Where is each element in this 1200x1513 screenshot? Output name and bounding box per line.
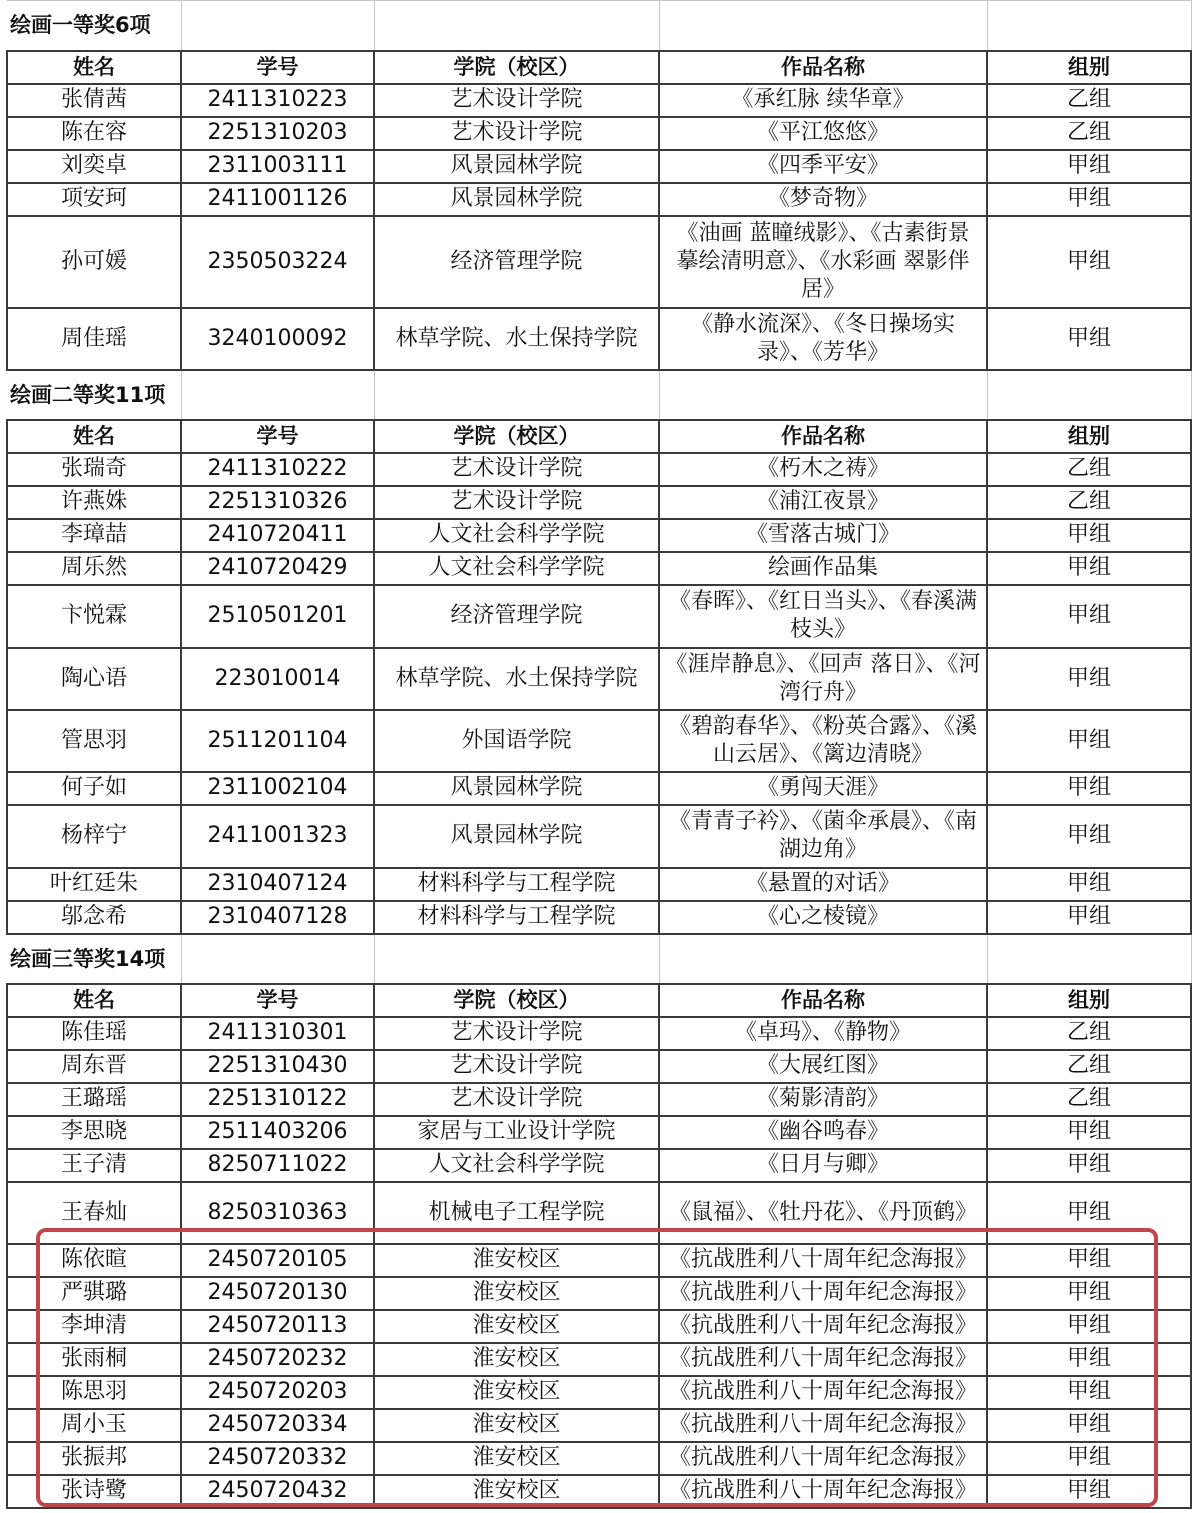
college-cell: 人文社会科学学院 xyxy=(374,519,659,552)
work-cell: 《静水流深》、《冬日操场实录》、《芳华》 xyxy=(659,308,987,370)
college-cell: 淮安校区 xyxy=(374,1376,659,1409)
group-cell: 甲组 xyxy=(987,1149,1191,1182)
college-cell: 艺术设计学院 xyxy=(374,84,659,117)
group-cell: 甲组 xyxy=(987,552,1191,585)
table-row xyxy=(7,1116,1191,1149)
name-cell: 张雨桐 xyxy=(7,1343,181,1376)
group-cell: 乙组 xyxy=(987,117,1191,150)
group-cell: 乙组 xyxy=(987,1083,1191,1116)
table-row xyxy=(7,552,1191,585)
group-cell: 甲组 xyxy=(987,1475,1191,1508)
empty-cell xyxy=(659,934,987,984)
work-cell: 《心之棱镜》 xyxy=(659,901,987,934)
id-cell: 8250310363 xyxy=(181,1182,374,1244)
group-cell: 甲组 xyxy=(987,1343,1191,1376)
college-cell: 艺术设计学院 xyxy=(374,1083,659,1116)
empty-cell xyxy=(181,370,374,420)
work-cell: 《梦奇物》 xyxy=(659,183,987,216)
work-cell: 《四季平安》 xyxy=(659,150,987,183)
empty-cell xyxy=(659,1,987,51)
table-row xyxy=(7,1277,1191,1310)
work-cell: 《大展红图》 xyxy=(659,1050,987,1083)
column-header: 作品名称 xyxy=(659,51,987,84)
table-row xyxy=(7,1442,1191,1475)
id-cell: 2311003111 xyxy=(181,150,374,183)
column-header: 组别 xyxy=(987,51,1191,84)
work-cell: 《涯岸静息》、《回声 落日》、《河湾行舟》 xyxy=(659,648,987,710)
work-cell: 《抗战胜利八十周年纪念海报》 xyxy=(659,1277,987,1310)
college-cell: 艺术设计学院 xyxy=(374,1017,659,1050)
name-cell: 何子如 xyxy=(7,772,181,805)
group-cell: 甲组 xyxy=(987,868,1191,901)
table-row xyxy=(7,1310,1191,1343)
id-cell: 2411001126 xyxy=(181,183,374,216)
group-cell: 甲组 xyxy=(987,216,1191,308)
name-cell: 严骐璐 xyxy=(7,1277,181,1310)
table-row xyxy=(7,150,1191,183)
awards-table xyxy=(6,0,1192,1509)
id-cell: 2310407128 xyxy=(181,901,374,934)
college-cell: 林草学院、水土保持学院 xyxy=(374,308,659,370)
name-cell: 张瑞奇 xyxy=(7,453,181,486)
empty-cell xyxy=(987,934,1191,984)
column-header: 学号 xyxy=(181,51,374,84)
table-row xyxy=(7,1409,1191,1442)
college-cell: 机械电子工程学院 xyxy=(374,1182,659,1244)
section-title: 绘画三等奖14项 xyxy=(7,934,181,984)
work-cell: 《浦江夜景》 xyxy=(659,486,987,519)
id-cell: 2450720203 xyxy=(181,1376,374,1409)
group-cell: 甲组 xyxy=(987,1244,1191,1277)
id-cell: 2251310326 xyxy=(181,486,374,519)
group-cell: 甲组 xyxy=(987,648,1191,710)
column-header-row xyxy=(7,51,1191,84)
table-row xyxy=(7,84,1191,117)
group-cell: 甲组 xyxy=(987,519,1191,552)
column-header: 学号 xyxy=(181,984,374,1017)
column-header-row xyxy=(7,984,1191,1017)
id-cell: 2450720334 xyxy=(181,1409,374,1442)
column-header: 学院（校区） xyxy=(374,51,659,84)
id-cell: 2251310203 xyxy=(181,117,374,150)
id-cell: 2450720105 xyxy=(181,1244,374,1277)
table-row xyxy=(7,216,1191,308)
college-cell: 风景园林学院 xyxy=(374,805,659,868)
id-cell: 2251310430 xyxy=(181,1050,374,1083)
group-cell: 甲组 xyxy=(987,1182,1191,1244)
table-row xyxy=(7,117,1191,150)
work-cell: 《抗战胜利八十周年纪念海报》 xyxy=(659,1343,987,1376)
column-header: 姓名 xyxy=(7,420,181,453)
column-header: 姓名 xyxy=(7,51,181,84)
name-cell: 周小玉 xyxy=(7,1409,181,1442)
college-cell: 艺术设计学院 xyxy=(374,453,659,486)
work-cell: 《碧韵春华》、《粉英合露》、《溪山云居》、《篱边清晓》 xyxy=(659,710,987,772)
id-cell: 3240100092 xyxy=(181,308,374,370)
work-cell: 《日月与卿》 xyxy=(659,1149,987,1182)
name-cell: 王春灿 xyxy=(7,1182,181,1244)
table-row xyxy=(7,648,1191,710)
name-cell: 张诗鹭 xyxy=(7,1475,181,1508)
work-cell: 《春晖》、《红日当头》、《春溪满枝头》 xyxy=(659,585,987,648)
group-cell: 乙组 xyxy=(987,1017,1191,1050)
college-cell: 风景园林学院 xyxy=(374,183,659,216)
college-cell: 风景园林学院 xyxy=(374,772,659,805)
table-row xyxy=(7,453,1191,486)
name-cell: 许燕姝 xyxy=(7,486,181,519)
empty-cell xyxy=(181,934,374,984)
section-title-row xyxy=(7,370,1191,420)
table-row xyxy=(7,868,1191,901)
column-header: 学号 xyxy=(181,420,374,453)
id-cell: 2511403206 xyxy=(181,1116,374,1149)
table-row xyxy=(7,1376,1191,1409)
college-cell: 外国语学院 xyxy=(374,710,659,772)
id-cell: 2411310222 xyxy=(181,453,374,486)
id-cell: 2251310122 xyxy=(181,1083,374,1116)
id-cell: 2310407124 xyxy=(181,868,374,901)
name-cell: 李璋喆 xyxy=(7,519,181,552)
name-cell: 王子清 xyxy=(7,1149,181,1182)
name-cell: 刘奕卓 xyxy=(7,150,181,183)
id-cell: 223010014 xyxy=(181,648,374,710)
work-cell: 绘画作品集 xyxy=(659,552,987,585)
id-cell: 2511201104 xyxy=(181,710,374,772)
name-cell: 孙可媛 xyxy=(7,216,181,308)
column-header: 组别 xyxy=(987,420,1191,453)
name-cell: 周东晋 xyxy=(7,1050,181,1083)
table-row xyxy=(7,901,1191,934)
college-cell: 风景园林学院 xyxy=(374,150,659,183)
name-cell: 项安珂 xyxy=(7,183,181,216)
group-cell: 甲组 xyxy=(987,710,1191,772)
group-cell: 甲组 xyxy=(987,1376,1191,1409)
group-cell: 甲组 xyxy=(987,308,1191,370)
id-cell: 2450720113 xyxy=(181,1310,374,1343)
table-row xyxy=(7,585,1191,648)
group-cell: 乙组 xyxy=(987,1050,1191,1083)
group-cell: 甲组 xyxy=(987,805,1191,868)
column-header: 作品名称 xyxy=(659,984,987,1017)
id-cell: 2411001323 xyxy=(181,805,374,868)
work-cell: 《油画 蓝瞳绒影》、《古素街景 摹绘清明意》、《水彩画 翠影伴居》 xyxy=(659,216,987,308)
group-cell: 甲组 xyxy=(987,901,1191,934)
empty-cell xyxy=(659,370,987,420)
name-cell: 陶心语 xyxy=(7,648,181,710)
college-cell: 经济管理学院 xyxy=(374,216,659,308)
college-cell: 材料科学与工程学院 xyxy=(374,868,659,901)
name-cell: 陈思羽 xyxy=(7,1376,181,1409)
college-cell: 林草学院、水土保持学院 xyxy=(374,648,659,710)
column-header: 组别 xyxy=(987,984,1191,1017)
name-cell: 陈佳瑶 xyxy=(7,1017,181,1050)
id-cell: 2510501201 xyxy=(181,585,374,648)
name-cell: 周佳瑶 xyxy=(7,308,181,370)
college-cell: 人文社会科学学院 xyxy=(374,1149,659,1182)
group-cell: 甲组 xyxy=(987,585,1191,648)
name-cell: 王璐瑶 xyxy=(7,1083,181,1116)
id-cell: 2450720432 xyxy=(181,1475,374,1508)
section-title-row xyxy=(7,1,1191,51)
name-cell: 陈在容 xyxy=(7,117,181,150)
id-cell: 2311002104 xyxy=(181,772,374,805)
name-cell: 陈依暄 xyxy=(7,1244,181,1277)
work-cell: 《承红脉 续华章》 xyxy=(659,84,987,117)
work-cell: 《抗战胜利八十周年纪念海报》 xyxy=(659,1442,987,1475)
group-cell: 乙组 xyxy=(987,486,1191,519)
college-cell: 材料科学与工程学院 xyxy=(374,901,659,934)
table-row xyxy=(7,183,1191,216)
section-title: 绘画一等奖6项 xyxy=(7,1,181,51)
college-cell: 人文社会科学学院 xyxy=(374,552,659,585)
work-cell: 《抗战胜利八十周年纪念海报》 xyxy=(659,1244,987,1277)
college-cell: 淮安校区 xyxy=(374,1310,659,1343)
table-row xyxy=(7,1017,1191,1050)
name-cell: 邬念希 xyxy=(7,901,181,934)
section-title-row xyxy=(7,934,1191,984)
college-cell: 淮安校区 xyxy=(374,1343,659,1376)
id-cell: 2410720429 xyxy=(181,552,374,585)
group-cell: 甲组 xyxy=(987,1277,1191,1310)
table-row xyxy=(7,1050,1191,1083)
college-cell: 艺术设计学院 xyxy=(374,1050,659,1083)
empty-cell xyxy=(374,370,659,420)
work-cell: 《悬置的对话》 xyxy=(659,868,987,901)
empty-cell xyxy=(374,934,659,984)
table-row xyxy=(7,308,1191,370)
group-cell: 甲组 xyxy=(987,1310,1191,1343)
work-cell: 《勇闯天涯》 xyxy=(659,772,987,805)
work-cell: 《幽谷鸣春》 xyxy=(659,1116,987,1149)
table-row xyxy=(7,519,1191,552)
work-cell: 《青青子衿》、《菌伞承晨》、《南湖边角》 xyxy=(659,805,987,868)
work-cell: 《抗战胜利八十周年纪念海报》 xyxy=(659,1310,987,1343)
table-row xyxy=(7,772,1191,805)
college-cell: 淮安校区 xyxy=(374,1277,659,1310)
college-cell: 淮安校区 xyxy=(374,1442,659,1475)
work-cell: 《鼠福》、《牡丹花》、《丹顶鹤》 xyxy=(659,1182,987,1244)
column-header: 学院（校区） xyxy=(374,420,659,453)
work-cell: 《朽木之祷》 xyxy=(659,453,987,486)
group-cell: 甲组 xyxy=(987,150,1191,183)
column-header-row xyxy=(7,420,1191,453)
section-title: 绘画二等奖11项 xyxy=(7,370,181,420)
name-cell: 张振邦 xyxy=(7,1442,181,1475)
table-row xyxy=(7,1083,1191,1116)
name-cell: 张倩茜 xyxy=(7,84,181,117)
college-cell: 淮安校区 xyxy=(374,1409,659,1442)
group-cell: 甲组 xyxy=(987,772,1191,805)
table-row xyxy=(7,1475,1191,1508)
id-cell: 2411310301 xyxy=(181,1017,374,1050)
name-cell: 杨梓宁 xyxy=(7,805,181,868)
college-cell: 家居与工业设计学院 xyxy=(374,1116,659,1149)
table-row xyxy=(7,1244,1191,1277)
column-header: 作品名称 xyxy=(659,420,987,453)
name-cell: 管思羽 xyxy=(7,710,181,772)
work-cell: 《雪落古城门》 xyxy=(659,519,987,552)
id-cell: 2411310223 xyxy=(181,84,374,117)
name-cell: 卞悦霖 xyxy=(7,585,181,648)
college-cell: 艺术设计学院 xyxy=(374,486,659,519)
name-cell: 李坤清 xyxy=(7,1310,181,1343)
name-cell: 叶红廷朱 xyxy=(7,868,181,901)
work-cell: 《菊影清韵》 xyxy=(659,1083,987,1116)
work-cell: 《平江悠悠》 xyxy=(659,117,987,150)
table-row xyxy=(7,805,1191,868)
table-row xyxy=(7,1149,1191,1182)
table-row xyxy=(7,710,1191,772)
college-cell: 艺术设计学院 xyxy=(374,117,659,150)
group-cell: 甲组 xyxy=(987,1116,1191,1149)
college-cell: 淮安校区 xyxy=(374,1244,659,1277)
name-cell: 李思晓 xyxy=(7,1116,181,1149)
column-header: 姓名 xyxy=(7,984,181,1017)
work-cell: 《抗战胜利八十周年纪念海报》 xyxy=(659,1376,987,1409)
work-cell: 《抗战胜利八十周年纪念海报》 xyxy=(659,1475,987,1508)
empty-cell xyxy=(987,370,1191,420)
table-row xyxy=(7,1182,1191,1244)
name-cell: 周乐然 xyxy=(7,552,181,585)
college-cell: 经济管理学院 xyxy=(374,585,659,648)
group-cell: 乙组 xyxy=(987,453,1191,486)
empty-cell xyxy=(181,1,374,51)
group-cell: 甲组 xyxy=(987,1442,1191,1475)
id-cell: 2350503224 xyxy=(181,216,374,308)
id-cell: 2410720411 xyxy=(181,519,374,552)
id-cell: 2450720232 xyxy=(181,1343,374,1376)
column-header: 学院（校区） xyxy=(374,984,659,1017)
table-row xyxy=(7,486,1191,519)
group-cell: 乙组 xyxy=(987,84,1191,117)
college-cell: 淮安校区 xyxy=(374,1475,659,1508)
id-cell: 8250711022 xyxy=(181,1149,374,1182)
work-cell: 《卓玛》、《静物》 xyxy=(659,1017,987,1050)
id-cell: 2450720332 xyxy=(181,1442,374,1475)
table-row xyxy=(7,1343,1191,1376)
id-cell: 2450720130 xyxy=(181,1277,374,1310)
empty-cell xyxy=(374,1,659,51)
group-cell: 甲组 xyxy=(987,1409,1191,1442)
work-cell: 《抗战胜利八十周年纪念海报》 xyxy=(659,1409,987,1442)
empty-cell xyxy=(987,1,1191,51)
group-cell: 甲组 xyxy=(987,183,1191,216)
